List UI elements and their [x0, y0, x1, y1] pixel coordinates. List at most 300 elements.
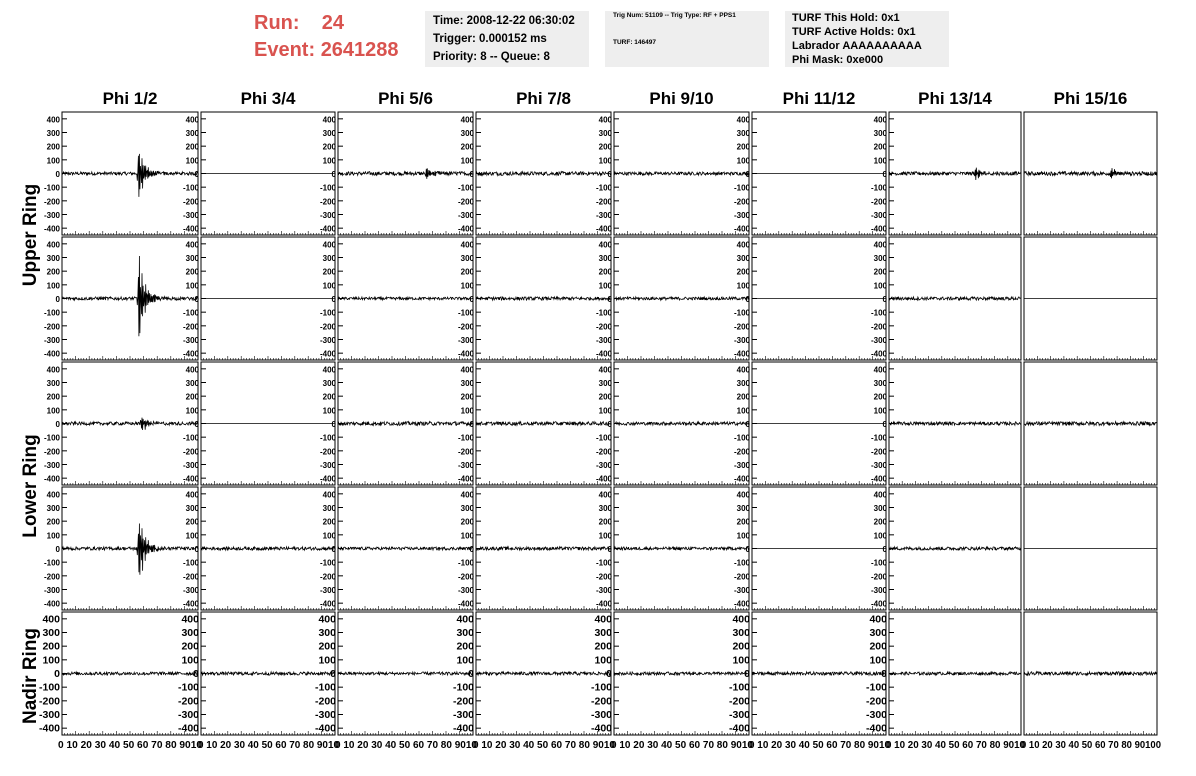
y-tick-label: 400 — [322, 115, 336, 125]
y-tick-label: 200 — [456, 640, 474, 653]
y-tick-label: 400 — [736, 240, 750, 250]
y-tick-label: 300 — [598, 254, 612, 263]
y-tick-label: 400 — [46, 115, 60, 125]
y-tick-label: 300 — [869, 627, 887, 639]
y-tick-label: 300 — [185, 254, 199, 263]
y-tick-label: 400 — [318, 613, 336, 626]
y-tick-label: -300 — [182, 336, 199, 345]
y-tick-label: -100 — [595, 308, 612, 318]
y-tick-label: -300 — [728, 709, 750, 721]
waveform-trace — [752, 672, 886, 675]
y-tick-label: 100 — [598, 406, 612, 416]
y-tick-label: -400 — [38, 722, 60, 735]
trigger-text: Trigger: 0.000152 ms — [433, 33, 547, 45]
y-tick-label: -100 — [733, 433, 750, 443]
y-tick-label: 200 — [598, 267, 612, 277]
y-tick-label: 400 — [322, 240, 336, 250]
y-tick-label: 400 — [598, 115, 612, 125]
y-tick-label: -200 — [733, 447, 750, 457]
y-tick-label: 0 — [469, 295, 474, 304]
y-tick-label: -400 — [182, 224, 199, 234]
y-tick-label: -100 — [182, 433, 199, 443]
waveform-trace — [1024, 672, 1157, 676]
y-tick-label: 300 — [46, 254, 60, 263]
y-tick-label: 200 — [732, 640, 750, 653]
y-tick-label: -100 — [457, 183, 474, 193]
y-tick-label: -200 — [590, 695, 612, 708]
column-header: Phi 15/16 — [1053, 89, 1128, 108]
y-tick-label: 200 — [873, 392, 887, 402]
y-tick-label: -200 — [43, 447, 60, 457]
y-tick-label: 200 — [736, 142, 750, 152]
y-tick-label: 400 — [185, 490, 199, 500]
y-tick-label: 300 — [322, 504, 336, 513]
y-tick-label: 400 — [185, 115, 199, 125]
y-tick-label: -200 — [728, 695, 750, 708]
y-tick-label: 300 — [460, 129, 474, 138]
y-tick-label: 200 — [598, 142, 612, 152]
run-value: 24 — [321, 12, 345, 34]
y-tick-label: -100 — [314, 681, 336, 694]
column-header: Phi 5/6 — [378, 89, 433, 108]
y-tick-label: -400 — [319, 474, 336, 484]
y-tick-label: -200 — [870, 322, 887, 332]
waveform-trace — [889, 297, 1021, 300]
y-tick-label: 100 — [873, 406, 887, 416]
y-tick-label: -300 — [870, 461, 887, 470]
y-tick-label: -300 — [733, 336, 750, 345]
waveform-trace — [62, 524, 198, 575]
y-tick-label: -100 — [457, 308, 474, 318]
y-tick-label: -400 — [728, 722, 750, 735]
y-tick-label: -200 — [182, 322, 199, 332]
y-tick-label: -100 — [43, 308, 60, 318]
y-tick-label: -100 — [870, 308, 887, 318]
y-tick-label: -400 — [182, 474, 199, 484]
y-tick-label: 400 — [598, 365, 612, 375]
y-tick-label: -400 — [43, 349, 60, 359]
y-tick-label: -300 — [733, 211, 750, 220]
y-tick-label: 100 — [42, 654, 60, 667]
y-tick-label: 400 — [322, 365, 336, 375]
y-tick-label: -100 — [43, 558, 60, 568]
y-tick-label: -200 — [319, 197, 336, 207]
ring-label-lower: Lower Ring — [20, 434, 41, 538]
y-tick-label: 100 — [322, 156, 336, 166]
waveform-trace — [1024, 422, 1157, 426]
y-tick-label: 0 — [745, 170, 750, 179]
y-tick-label: 300 — [598, 379, 612, 388]
y-tick-label: -400 — [590, 722, 612, 735]
y-tick-label: -400 — [870, 349, 887, 359]
x-tick-labels: 0 10 20 30 40 50 60 70 80 90100 — [1021, 740, 1162, 751]
y-tick-label: 0 — [331, 420, 336, 429]
y-tick-label: -400 — [595, 224, 612, 234]
y-tick-label: 400 — [185, 240, 199, 250]
y-tick-label: 0 — [882, 545, 887, 554]
y-tick-label: -300 — [865, 709, 887, 721]
trig-num-text: Trig Num: 51109 -- Trig Type: RF + PPS1 — [613, 12, 736, 19]
y-tick-label: -400 — [319, 349, 336, 359]
y-tick-label: 0 — [469, 170, 474, 179]
y-tick-label: -400 — [457, 599, 474, 609]
y-tick-label: -200 — [457, 197, 474, 207]
waveform-trace — [62, 418, 198, 430]
column-header: Phi 7/8 — [516, 89, 571, 108]
y-tick-label: -400 — [177, 722, 199, 735]
y-tick-label: -200 — [452, 695, 474, 708]
y-tick-label: -400 — [43, 474, 60, 484]
y-tick-label: 0 — [55, 420, 60, 429]
y-tick-label: 400 — [873, 240, 887, 250]
y-tick-label: -100 — [319, 183, 336, 193]
waveform-trace — [338, 547, 473, 550]
y-tick-label: 0 — [194, 170, 199, 179]
y-tick-label: 100 — [185, 281, 199, 291]
y-tick-label: 200 — [322, 142, 336, 152]
y-tick-label: -300 — [595, 461, 612, 470]
y-tick-label: 200 — [185, 392, 199, 402]
y-tick-label: -200 — [733, 572, 750, 582]
y-tick-label: -400 — [595, 474, 612, 484]
y-tick-label: -200 — [182, 572, 199, 582]
y-tick-label: -300 — [733, 586, 750, 595]
y-tick-label: -100 — [870, 433, 887, 443]
y-tick-label: -100 — [457, 558, 474, 568]
y-tick-label: 0 — [194, 295, 199, 304]
waveform-trace — [201, 672, 335, 675]
y-tick-label: -200 — [314, 695, 336, 708]
waveform-trace — [614, 672, 749, 675]
y-tick-label: 200 — [46, 142, 60, 152]
y-tick-label: 100 — [736, 281, 750, 291]
y-tick-label: 200 — [322, 267, 336, 277]
y-tick-label: -200 — [177, 695, 199, 708]
y-tick-label: 200 — [181, 640, 199, 653]
y-tick-label: 100 — [322, 531, 336, 541]
y-tick-label: 400 — [732, 613, 750, 626]
y-tick-label: 300 — [873, 379, 887, 388]
y-tick-label: -300 — [43, 586, 60, 595]
y-tick-label: 200 — [594, 640, 612, 653]
y-tick-label: 300 — [873, 504, 887, 513]
y-tick-label: 400 — [736, 365, 750, 375]
turf-active-holds-text: TURF Active Holds: 0x1 — [792, 26, 916, 38]
y-tick-label: 400 — [456, 613, 474, 626]
y-tick-label: 100 — [598, 156, 612, 166]
x-tick-labels: 0 10 20 30 40 50 60 70 80 9010 — [886, 740, 1026, 751]
y-tick-label: -400 — [182, 599, 199, 609]
y-tick-label: 100 — [185, 156, 199, 166]
y-tick-label: 400 — [460, 365, 474, 375]
y-tick-label: 0 — [607, 170, 612, 179]
y-tick-label: 400 — [736, 490, 750, 500]
turf-this-hold-text: TURF This Hold: 0x1 — [792, 12, 900, 24]
y-tick-label: -300 — [38, 709, 60, 721]
y-tick-label: -300 — [319, 211, 336, 220]
y-tick-label: -200 — [43, 572, 60, 582]
y-tick-label: 200 — [46, 517, 60, 527]
y-tick-label: 200 — [598, 392, 612, 402]
y-tick-label: -200 — [38, 695, 60, 708]
turf-num-text: TURF: 146497 — [613, 39, 656, 46]
y-tick-label: -100 — [319, 308, 336, 318]
y-tick-label: -200 — [870, 572, 887, 582]
y-tick-label: -100 — [733, 558, 750, 568]
y-tick-label: 200 — [46, 267, 60, 277]
time-text: Time: 2008-12-22 06:30:02 — [433, 15, 575, 27]
y-tick-label: 300 — [185, 504, 199, 513]
y-tick-label: 100 — [185, 531, 199, 541]
x-tick-labels: 0 10 20 30 40 50 60 70 80 9010 — [335, 740, 478, 751]
waveform-trace — [476, 422, 611, 426]
y-tick-label: 300 — [322, 379, 336, 388]
y-tick-label: 0 — [607, 545, 612, 554]
event-label: Event: — [254, 39, 316, 61]
y-tick-label: -400 — [870, 224, 887, 234]
y-tick-label: 200 — [460, 392, 474, 402]
y-tick-label: 300 — [318, 627, 336, 639]
y-tick-label: -400 — [870, 599, 887, 609]
y-tick-label: 200 — [185, 267, 199, 277]
y-tick-label: 100 — [873, 156, 887, 166]
y-tick-label: 300 — [873, 254, 887, 263]
y-tick-label: 100 — [460, 156, 474, 166]
y-tick-label: 0 — [194, 420, 199, 429]
y-tick-label: -400 — [733, 599, 750, 609]
y-tick-label: -100 — [182, 558, 199, 568]
y-tick-label: 100 — [873, 281, 887, 291]
y-tick-label: 300 — [181, 627, 199, 639]
y-tick-label: -300 — [595, 336, 612, 345]
y-tick-label: 0 — [882, 420, 887, 429]
x-tick-labels: 0 10 20 30 40 50 60 70 80 9010 — [611, 740, 754, 751]
y-tick-label: 200 — [736, 517, 750, 527]
y-tick-label: -100 — [177, 681, 199, 694]
y-tick-label: 200 — [46, 392, 60, 402]
column-header: Phi 3/4 — [240, 89, 296, 108]
waveform-trace — [889, 547, 1021, 550]
y-tick-label: -200 — [457, 322, 474, 332]
y-tick-label: -300 — [43, 336, 60, 345]
y-tick-label: -100 — [43, 433, 60, 443]
y-tick-label: 100 — [318, 654, 336, 667]
y-tick-label: -300 — [457, 211, 474, 220]
waveform-trace — [889, 672, 1021, 675]
y-tick-label: -200 — [865, 695, 887, 708]
y-tick-label: 100 — [732, 654, 750, 667]
y-tick-label: 0 — [745, 295, 750, 304]
x-tick-labels: 0 10 20 30 40 50 60 70 80 9010 — [749, 740, 891, 751]
y-tick-label: -300 — [314, 709, 336, 721]
y-tick-label: 300 — [322, 254, 336, 263]
y-tick-label: 200 — [318, 640, 336, 653]
waveform-trace — [62, 672, 198, 675]
y-tick-label: 400 — [46, 240, 60, 250]
y-tick-label: -300 — [457, 461, 474, 470]
y-tick-label: 100 — [181, 654, 199, 667]
y-tick-label: -200 — [595, 197, 612, 207]
y-tick-label: 0 — [55, 545, 60, 554]
y-tick-label: -300 — [43, 461, 60, 470]
y-tick-label: 300 — [598, 504, 612, 513]
y-tick-label: 400 — [322, 490, 336, 500]
y-tick-label: 400 — [873, 365, 887, 375]
y-tick-label: -400 — [865, 722, 887, 735]
y-tick-label: 0 — [607, 295, 612, 304]
y-tick-label: 400 — [873, 490, 887, 500]
ring-label-nadir: Nadir Ring — [20, 627, 41, 725]
y-tick-label: 100 — [460, 281, 474, 291]
y-tick-label: 0 — [331, 295, 336, 304]
y-tick-label: 100 — [598, 281, 612, 291]
y-tick-label: 400 — [460, 490, 474, 500]
y-tick-label: -300 — [319, 586, 336, 595]
y-tick-label: 0 — [607, 420, 612, 429]
y-tick-label: 200 — [322, 392, 336, 402]
y-tick-label: -300 — [590, 709, 612, 721]
y-tick-label: 0 — [331, 545, 336, 554]
y-tick-label: -200 — [733, 322, 750, 332]
y-tick-label: -200 — [595, 322, 612, 332]
y-tick-label: 300 — [732, 627, 750, 639]
y-tick-label: 300 — [46, 379, 60, 388]
waveform-trace — [614, 172, 749, 175]
waveform-trace — [614, 547, 749, 550]
y-tick-label: 200 — [736, 392, 750, 402]
ring-label-upper: Upper Ring — [20, 183, 41, 287]
y-tick-label: -100 — [728, 681, 750, 694]
y-tick-label: -200 — [870, 197, 887, 207]
y-tick-label: -300 — [733, 461, 750, 470]
y-tick-label: 100 — [736, 156, 750, 166]
y-tick-label: -100 — [43, 183, 60, 193]
y-tick-label: -300 — [182, 211, 199, 220]
y-tick-label: -100 — [870, 183, 887, 193]
y-tick-label: 200 — [873, 517, 887, 527]
y-tick-label: -100 — [870, 558, 887, 568]
y-tick-label: -400 — [595, 349, 612, 359]
y-tick-label: 100 — [873, 531, 887, 541]
y-tick-label: 400 — [42, 613, 60, 626]
y-tick-label: -300 — [870, 211, 887, 220]
y-tick-label: -100 — [595, 433, 612, 443]
y-tick-label: -200 — [319, 572, 336, 582]
y-tick-label: -400 — [870, 474, 887, 484]
y-tick-label: -100 — [865, 681, 887, 694]
waveform-trace — [201, 547, 335, 550]
y-tick-label: 0 — [330, 668, 336, 680]
y-tick-label: 100 — [46, 156, 60, 166]
y-tick-label: 100 — [46, 531, 60, 541]
y-tick-label: 0 — [469, 420, 474, 429]
y-tick-label: 300 — [42, 627, 60, 639]
column-header: Phi 13/14 — [918, 89, 992, 108]
y-tick-label: 400 — [736, 115, 750, 125]
y-tick-label: -400 — [733, 349, 750, 359]
waveform-trace — [338, 672, 473, 675]
y-tick-label: -400 — [452, 722, 474, 735]
y-tick-label: -100 — [733, 308, 750, 318]
y-tick-label: -200 — [457, 572, 474, 582]
y-tick-label: 100 — [456, 654, 474, 667]
labrador-text: Labrador AAAAAAAAAA — [792, 40, 922, 52]
y-tick-label: 200 — [185, 142, 199, 152]
y-tick-label: 400 — [598, 490, 612, 500]
y-tick-label: 100 — [185, 406, 199, 416]
y-tick-label: -400 — [595, 599, 612, 609]
y-tick-label: -400 — [457, 474, 474, 484]
y-tick-label: 100 — [46, 406, 60, 416]
column-header: Phi 9/10 — [649, 89, 714, 108]
column-header: Phi 11/12 — [782, 89, 856, 108]
y-tick-label: -100 — [182, 308, 199, 318]
y-tick-label: -100 — [319, 433, 336, 443]
y-tick-label: -200 — [595, 447, 612, 457]
y-tick-label: -300 — [870, 586, 887, 595]
y-tick-label: 0 — [194, 545, 199, 554]
y-tick-label: 400 — [873, 115, 887, 125]
y-tick-label: 300 — [594, 627, 612, 639]
y-tick-label: 300 — [185, 379, 199, 388]
y-tick-label: 400 — [185, 365, 199, 375]
y-tick-label: 100 — [598, 531, 612, 541]
y-tick-label: 400 — [181, 613, 199, 626]
y-tick-label: 400 — [46, 490, 60, 500]
y-tick-label: -200 — [43, 322, 60, 332]
y-tick-label: 0 — [55, 170, 60, 179]
y-tick-label: 100 — [594, 654, 612, 667]
y-tick-label: 300 — [873, 129, 887, 138]
y-tick-label: -200 — [733, 197, 750, 207]
y-tick-label: 200 — [598, 517, 612, 527]
waveform-trace — [338, 168, 473, 179]
y-tick-label: -300 — [595, 586, 612, 595]
y-tick-label: 300 — [736, 254, 750, 263]
priority-text: Priority: 8 -- Queue: 8 — [433, 51, 550, 63]
y-tick-label: -300 — [870, 336, 887, 345]
y-tick-label: -400 — [43, 224, 60, 234]
y-tick-label: -400 — [457, 349, 474, 359]
y-tick-label: -400 — [182, 349, 199, 359]
y-tick-label: 200 — [322, 517, 336, 527]
y-tick-label: 400 — [594, 613, 612, 626]
waveform-trace — [889, 168, 1021, 180]
waveform-trace — [62, 256, 198, 336]
y-tick-label: -200 — [870, 447, 887, 457]
y-tick-label: 400 — [869, 613, 887, 626]
y-tick-label: 200 — [736, 267, 750, 277]
y-tick-label: -100 — [38, 681, 60, 694]
y-tick-label: 0 — [55, 295, 60, 304]
y-tick-label: -300 — [319, 461, 336, 470]
y-tick-label: 100 — [736, 531, 750, 541]
y-tick-label: 0 — [469, 545, 474, 554]
event-value: 2641288 — [320, 39, 399, 61]
y-tick-label: 0 — [54, 668, 60, 680]
y-tick-label: -300 — [457, 586, 474, 595]
y-tick-label: -300 — [595, 211, 612, 220]
y-tick-label: -200 — [43, 197, 60, 207]
y-tick-label: 300 — [598, 129, 612, 138]
y-tick-label: 200 — [460, 142, 474, 152]
y-tick-label: -400 — [733, 474, 750, 484]
y-tick-label: 300 — [736, 129, 750, 138]
y-tick-label: 0 — [468, 668, 474, 680]
y-tick-label: 300 — [46, 504, 60, 513]
y-tick-label: -400 — [43, 599, 60, 609]
y-tick-label: -100 — [733, 183, 750, 193]
